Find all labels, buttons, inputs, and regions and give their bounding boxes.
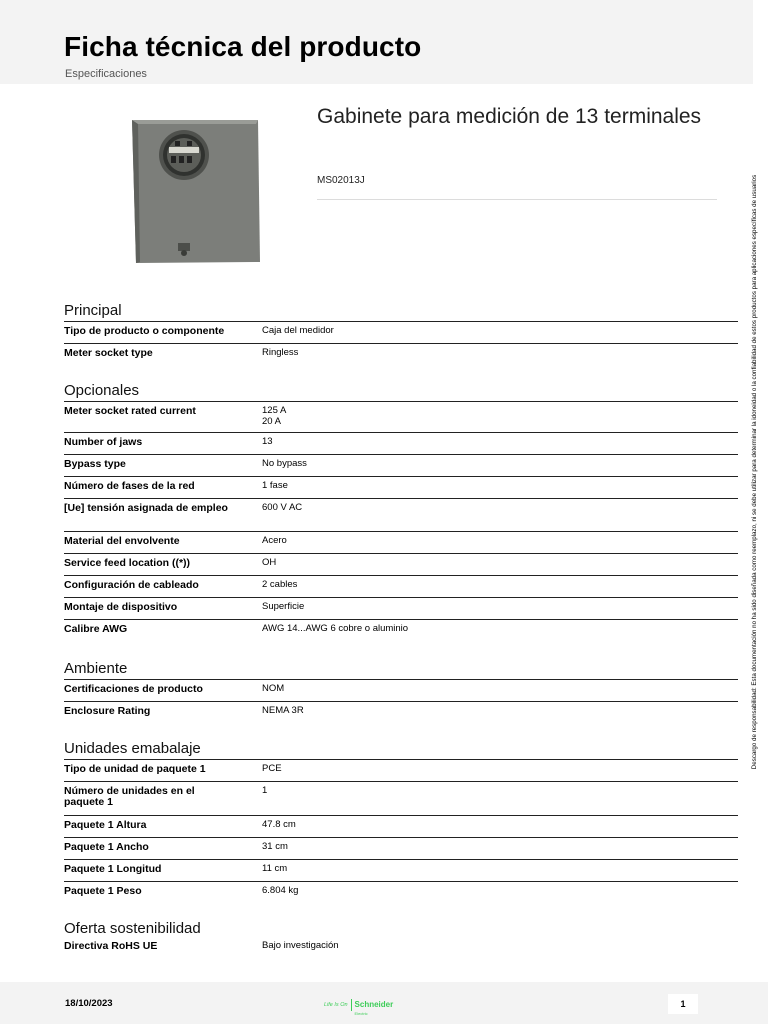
spec-row xyxy=(64,597,738,619)
spec-value: 125 A 20 A xyxy=(262,405,287,427)
section-oferta-sostenibilidad xyxy=(64,919,738,961)
spec-value: NOM xyxy=(262,683,285,694)
spec-value: 600 V AC xyxy=(262,502,303,513)
section-title: Opcionales xyxy=(64,382,140,399)
section-principal xyxy=(64,301,738,365)
section-title: Oferta sostenibilidad xyxy=(64,920,201,937)
section-title: Principal xyxy=(64,302,122,319)
logo-brand-sub: Electric xyxy=(354,1011,368,1016)
spec-value: 11 cm xyxy=(262,863,288,874)
spec-row xyxy=(64,498,738,531)
spec-label: Service feed location ((*)) xyxy=(64,557,191,569)
spec-label: Paquete 1 Altura xyxy=(64,819,147,831)
disclaimer-text: Descargo de responsabilidad: Esta documentación no ha sido diseñada como reemplazo, ni se debe utilizar para determinar la idoneidad o la confiabilidad de estos productos para aplicaciones específicas de usuarios xyxy=(751,174,758,770)
spec-value: 6.804 kg xyxy=(262,885,299,896)
spec-label: Calibre AWG xyxy=(64,623,128,635)
section-title: Ambiente xyxy=(64,660,128,677)
spec-label: Tipo de producto o componente xyxy=(64,325,225,337)
page-number: 1 xyxy=(668,994,698,1014)
spec-value: Superficie xyxy=(262,601,305,612)
spec-label: Paquete 1 Peso xyxy=(64,885,142,897)
spec-row xyxy=(64,401,738,432)
spec-label: Directiva RoHS UE xyxy=(64,940,158,952)
logo-brand: Schneider xyxy=(354,1000,394,1009)
spec-value: 2 cables xyxy=(262,579,298,590)
spec-value: NEMA 3R xyxy=(262,705,304,716)
page-title: Ficha técnica del producto xyxy=(64,31,422,62)
spec-row xyxy=(64,759,738,781)
spec-value: No bypass xyxy=(262,458,307,469)
spec-row xyxy=(64,679,738,701)
section-ambiente xyxy=(64,659,738,723)
spec-row xyxy=(64,859,738,881)
divider xyxy=(317,199,717,200)
spec-value: OH xyxy=(262,557,277,568)
page-subtitle: Especificaciones xyxy=(65,68,147,80)
spec-row xyxy=(64,837,738,859)
spec-row xyxy=(64,343,738,365)
product-reference: MS02013J xyxy=(317,175,365,186)
spec-value: Bajo investigación xyxy=(262,940,339,951)
logo-divider xyxy=(351,999,352,1011)
spec-row xyxy=(64,321,738,343)
spec-label: Meter socket type xyxy=(64,347,153,359)
spec-value: 1 fase xyxy=(262,480,288,491)
spec-label: Enclosure Rating xyxy=(64,705,151,717)
spec-label: Tipo de unidad de paquete 1 xyxy=(64,763,206,775)
section-unidades-embalaje xyxy=(64,739,738,903)
footer-date: 18/10/2023 xyxy=(65,998,113,1009)
spec-label: Número de unidades en el paquete 1 xyxy=(64,785,195,808)
spec-value: 31 cm xyxy=(262,841,288,852)
spec-label: Meter socket rated current xyxy=(64,405,196,417)
spec-label: Configuración de cableado xyxy=(64,579,199,591)
spec-value: 13 xyxy=(262,436,273,447)
spec-label: Material del envolvente xyxy=(64,535,180,547)
spec-label: Paquete 1 Ancho xyxy=(64,841,149,853)
product-image xyxy=(118,110,266,270)
spec-label: Certificaciones de producto xyxy=(64,683,203,695)
spec-value: AWG 14...AWG 6 cobre o aluminio xyxy=(262,623,409,634)
product-name: Gabinete para medición de 13 terminales xyxy=(317,105,702,128)
spec-row xyxy=(64,454,738,476)
spec-value: Ringless xyxy=(262,347,299,358)
spec-label: Paquete 1 Longitud xyxy=(64,863,162,875)
spec-value: 1 xyxy=(262,785,268,796)
section-title: Unidades emabalaje xyxy=(64,740,201,757)
spec-row xyxy=(64,881,738,903)
spec-row xyxy=(64,619,738,641)
spec-label: [Ue] tensión asignada de empleo xyxy=(64,502,228,514)
spec-row xyxy=(64,781,738,815)
spec-row xyxy=(64,476,738,498)
spec-row xyxy=(64,939,738,961)
spec-value: 47.8 cm xyxy=(262,819,296,830)
spec-row xyxy=(64,432,738,454)
section-opcionales xyxy=(64,381,738,641)
spec-value: Caja del medidor xyxy=(262,325,334,336)
spec-row xyxy=(64,815,738,837)
spec-value: Acero xyxy=(262,535,287,546)
logo-wordmark xyxy=(355,994,394,1016)
logo-tagline: Life Is On xyxy=(324,1002,348,1008)
spec-row xyxy=(64,701,738,723)
spec-label: Montaje de dispositivo xyxy=(64,601,178,613)
spec-value: PCE xyxy=(262,763,282,774)
spec-row xyxy=(64,575,738,597)
spec-label: Number of jaws xyxy=(64,436,143,448)
spec-label: Número de fases de la red xyxy=(64,480,195,492)
schneider-electric-logo xyxy=(324,997,394,1016)
spec-label: Bypass type xyxy=(64,458,126,470)
spec-row xyxy=(64,531,738,553)
spec-row xyxy=(64,553,738,575)
